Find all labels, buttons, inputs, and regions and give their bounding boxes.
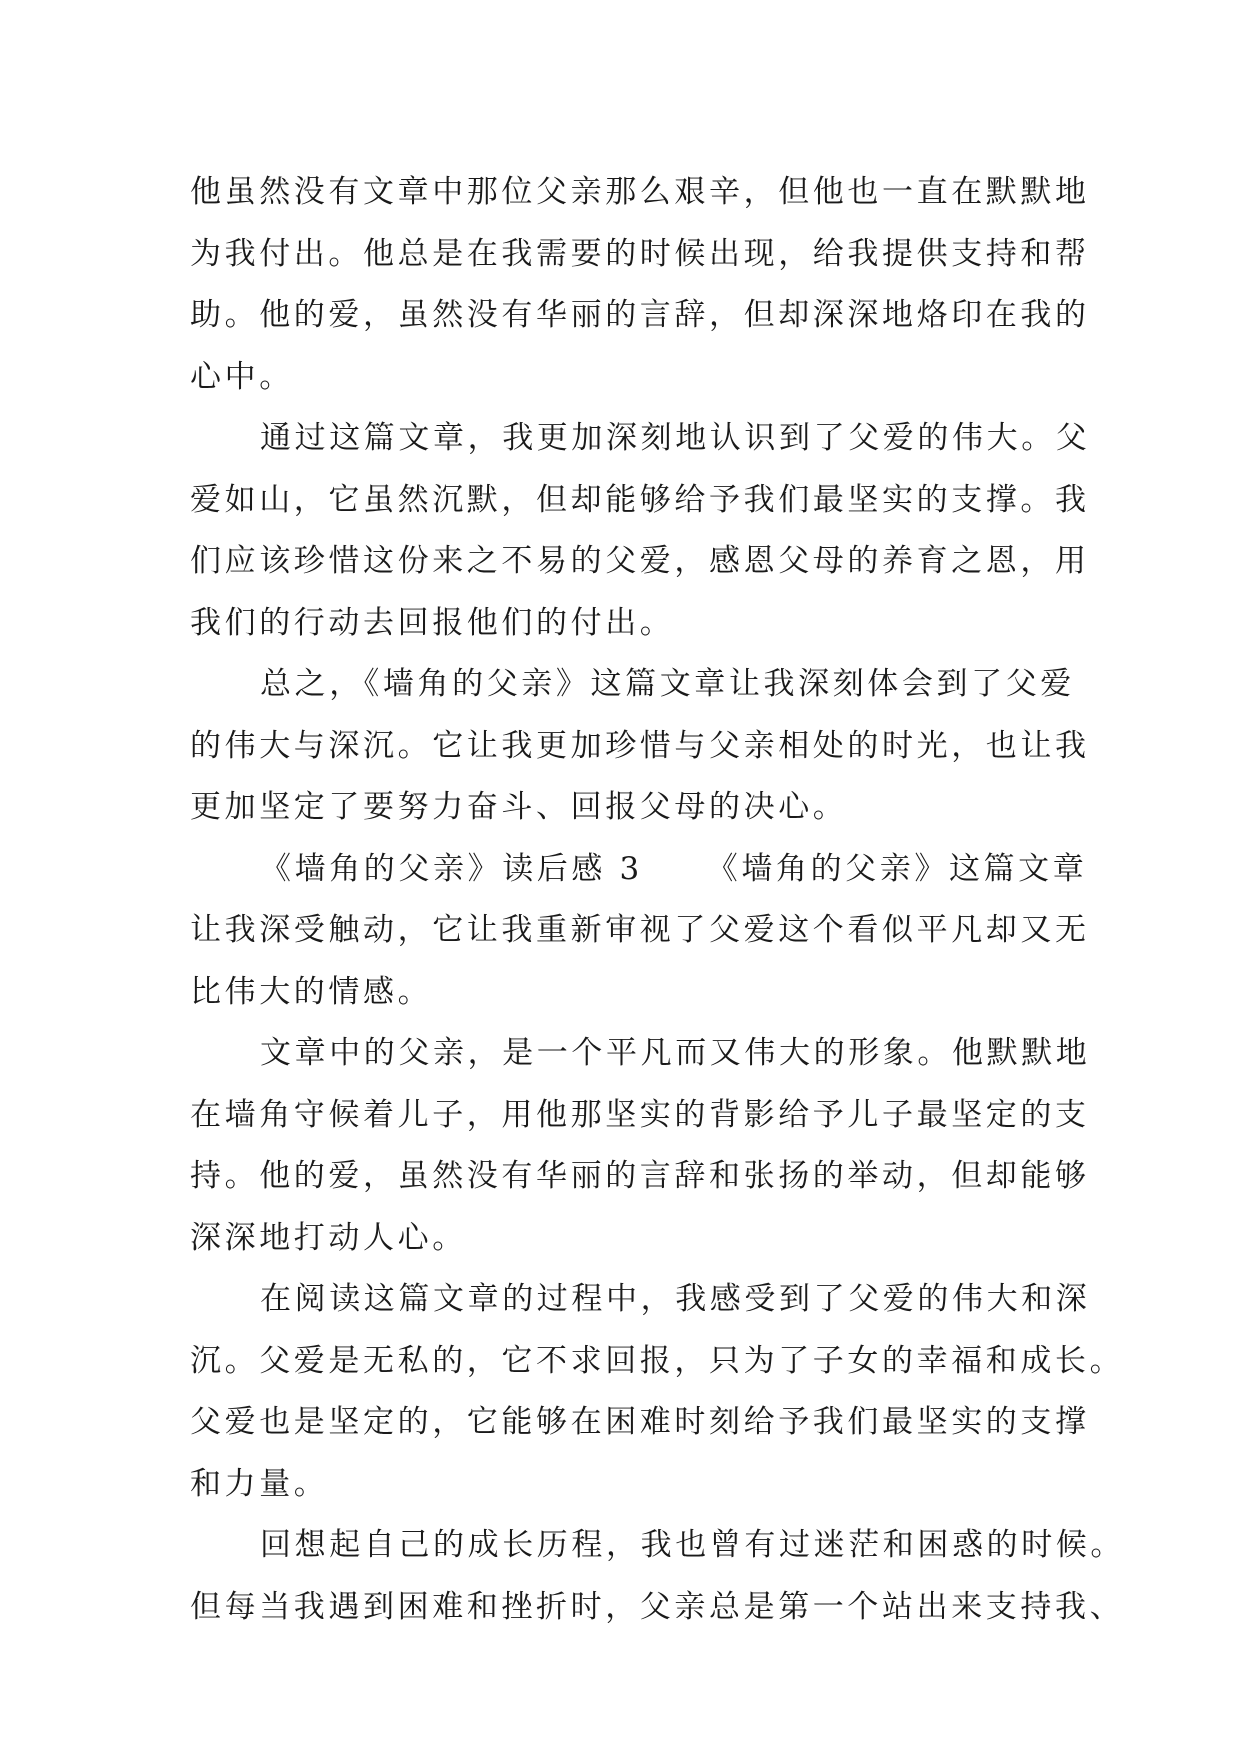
body-line: 通过这篇文章，我更加深刻地认识到了父爱的伟大。父	[260, 420, 1091, 456]
body-line: 父爱也是坚定的，它能够在困难时刻给予我们最坚实的支撑	[190, 1404, 1090, 1440]
body-line: 文章中的父亲，是一个平凡而又伟大的形象。他默默地	[260, 1035, 1091, 1071]
body-line: 比伟大的情感。	[190, 973, 433, 1010]
body-line: 但每当我遇到困难和挫折时，父亲总是第一个站出来支持我、	[190, 1588, 1125, 1625]
body-line: 深深地打动人心。	[190, 1219, 467, 1256]
body-line: 助。他的爱，虽然没有华丽的言辞，但却深深地烙印在我的	[190, 297, 1090, 333]
body-line: 爱如山，它虽然沉默，但却能够给予我们最坚实的支撑。我	[190, 481, 1090, 518]
body-line: 心中。	[190, 358, 294, 395]
body-line: 沉。父爱是无私的，它不求回报，只为了子女的幸福和成长。	[190, 1342, 1125, 1379]
body-line: 让我深受触动，它让我重新审视了父爱这个看似平凡却又无	[190, 912, 1090, 948]
body-line: 在墙角守候着儿子，用他那坚实的背影给予儿子最坚定的支	[190, 1096, 1090, 1133]
body-line: 为我付出。他总是在我需要的时候出现，给我提供支持和帮	[190, 235, 1090, 272]
document-body	[190, 162, 1125, 1638]
body-line: 持。他的爱，虽然没有华丽的言辞和张扬的举动，但却能够	[190, 1158, 1090, 1194]
body-line: 在阅读这篇文章的过程中，我感受到了父爱的伟大和深	[260, 1281, 1091, 1317]
section-heading-line	[190, 839, 1088, 901]
body-line: 总之，《墙角的父亲》这篇文章让我深刻体会到了父爱	[260, 666, 1075, 702]
body-line: 的伟大与深沉。它让我更加珍惜与父亲相处的时光，也让我	[190, 727, 1090, 764]
heading-continuation: 《墙角的父亲》这篇文章	[706, 850, 1088, 887]
body-line: 我们的行动去回报他们的付出。	[190, 604, 675, 641]
body-line: 更加坚定了要努力奋斗、回报父母的决心。	[190, 789, 848, 825]
body-line: 他虽然没有文章中那位父亲那么艰辛，但他也一直在默默地	[190, 174, 1090, 210]
body-line: 回想起自己的成长历程，我也曾有过迷茫和困惑的时候。	[260, 1527, 1125, 1563]
section-heading: 《墙角的父亲》读后感 3	[260, 850, 643, 887]
body-line: 们应该珍惜这份来之不易的父爱，感恩父母的养育之恩，用	[190, 543, 1090, 579]
body-line: 和力量。	[190, 1465, 329, 1502]
